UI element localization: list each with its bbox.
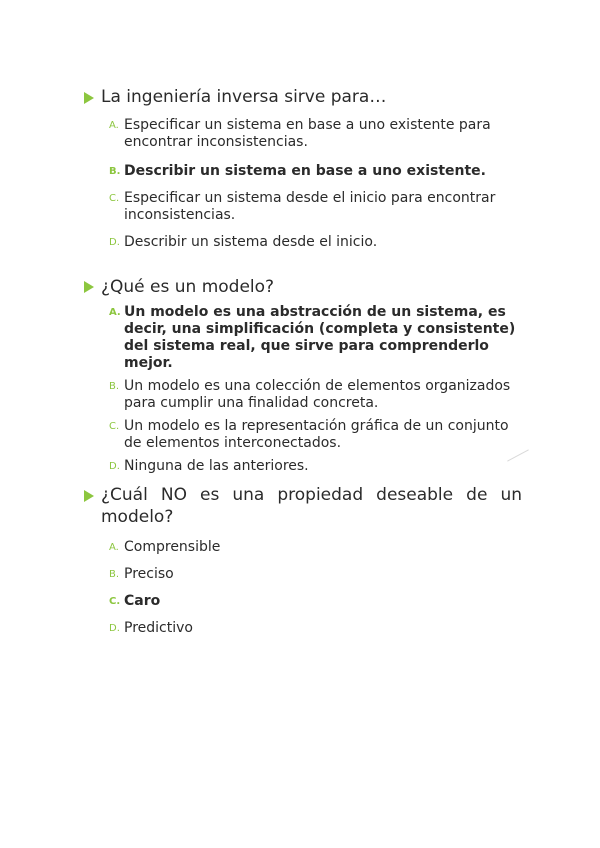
option-3a [0,539,600,556]
question-1-options [0,117,600,251]
bullet-arrow-icon [84,490,94,502]
option-letter: B. [109,166,121,177]
question-3-text: ¿Cuál NO es una propiedad deseable de un modelo? [101,485,522,527]
option-letter: C. [109,421,120,432]
option-letter: A. [109,542,119,553]
option-text: Caro [124,593,161,609]
option-letter: B. [109,381,120,392]
question-3 [0,484,600,637]
option-text: Comprensible [124,539,221,555]
question-3-options [0,539,600,637]
option-letter: D. [109,623,120,634]
question-1 [0,86,600,251]
option-2a [0,304,600,372]
option-2b [0,378,600,412]
option-letter: A. [109,307,121,318]
option-3b [0,566,600,583]
option-3c [0,593,600,610]
option-text: Predictivo [124,620,193,636]
option-letter: D. [109,237,120,248]
question-2 [0,276,600,475]
option-text: Describir un sistema en base a uno existente. [124,163,486,179]
option-letter: C. [109,596,121,607]
option-1a [0,117,600,151]
question-2-header [0,276,600,298]
option-1b [0,163,600,180]
question-1-text: La ingeniería inversa sirve para… [101,87,387,107]
option-1d [0,234,600,251]
option-2d [0,458,600,475]
bullet-arrow-icon [84,92,94,104]
question-1-header [0,86,600,108]
option-2c [0,418,600,452]
bullet-arrow-icon [84,281,94,293]
option-text: Preciso [124,566,174,582]
option-text: Ninguna de las anteriores. [124,458,309,474]
option-letter: D. [109,461,120,472]
option-letter: B. [109,569,120,580]
option-text: Un modelo es una colección de elementos organizados para cumplir una finalidad concreta. [124,378,511,411]
option-letter: A. [109,120,119,131]
option-text: Especificar un sistema desde el inicio para encontrar inconsistencias. [124,190,496,223]
option-letter: C. [109,193,120,204]
option-1c [0,190,600,224]
option-text: Describir un sistema desde el inicio. [124,234,378,250]
option-text: Especificar un sistema en base a uno existente para encontrar inconsistencias. [124,117,491,150]
option-3d [0,620,600,637]
question-2-text: ¿Qué es un modelo? [101,277,275,297]
question-2-options [0,304,600,475]
question-3-header [0,484,600,528]
option-text: Un modelo es la representación gráfica de un conjunto de elementos interconectados. [124,418,509,451]
option-text: Un modelo es una abstracción de un sistema, es decir, una simplificación (completa y consistente) del sistema real, que sirve para comprenderlo mejor. [124,304,516,371]
